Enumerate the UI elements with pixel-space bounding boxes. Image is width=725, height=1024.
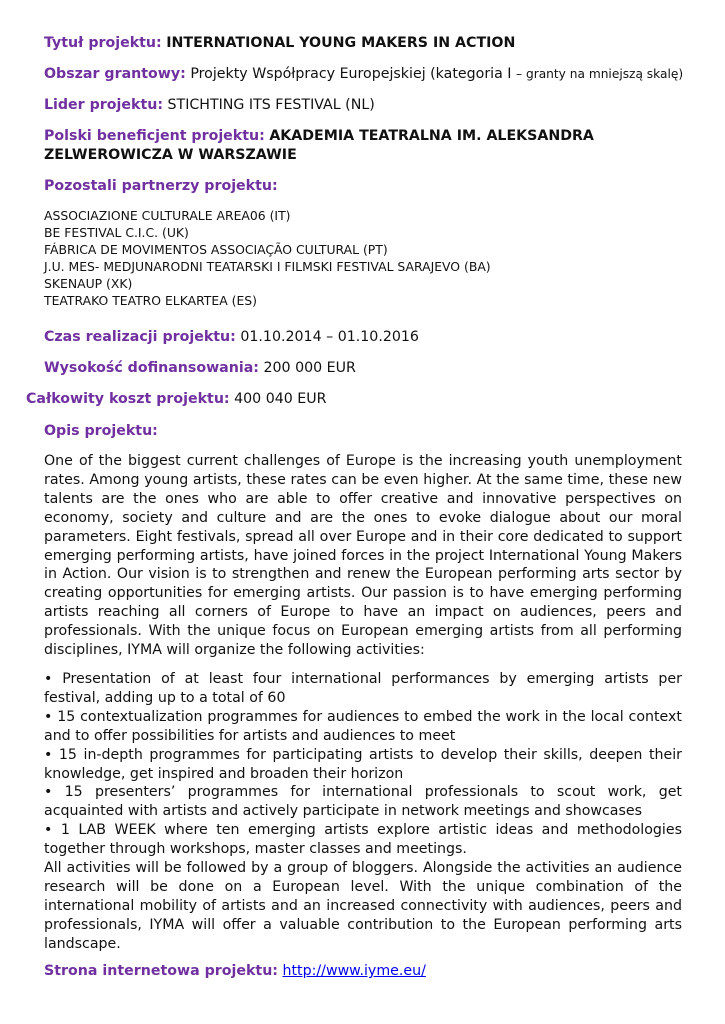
polish-beneficiary-label: Polski beneficjent projektu: — [44, 128, 265, 144]
description-paragraph: All activities will be followed by a group of bloggers. Alongside the activities an audience research will be done on a European level. With the unique combination of the international mobility of artists and an increased connectivity with audiences, peers and professionals, IYMA will offer a valuable contribution to the European performing arts landscape. — [44, 860, 682, 952]
description-body — [44, 452, 682, 954]
partner-item: J.U. MES- MEDJUNARODNI TEATARSKI I FILMSKI FESTIVAL SARAJEVO (BA) — [44, 259, 491, 275]
grant-area-note: – granty na mniejszą skalę) — [516, 67, 684, 81]
project-leader-row — [44, 96, 684, 115]
partner-item: FÁBRICA DE MOVIMENTOS ASSOCIAÇÃO CULTURAL (PT) — [44, 242, 388, 258]
website-link[interactable]: http://www.iyme.eu/ — [282, 963, 426, 979]
partners-label: Pozostali partnerzy projektu: — [44, 178, 278, 194]
grant-area-value: Projekty Współpracy Europejskiej (kategoria I — [190, 66, 512, 82]
duration-label: Czas realizacji projektu: — [44, 329, 236, 345]
website-row — [44, 962, 684, 981]
activity-bullet: • Presentation of at least four international performances by emerging artists per festival, adding up to a total of 60 — [44, 670, 682, 706]
funding-value: 200 000 EUR — [263, 360, 356, 376]
description-heading-row — [44, 422, 684, 441]
project-title-row — [44, 34, 684, 53]
partner-item: TEATRAKO TEATRO ELKARTEA (ES) — [44, 293, 257, 309]
funding-row — [44, 359, 684, 378]
funding-label: Wysokość dofinansowania: — [44, 360, 259, 376]
project-leader-value: STICHTING ITS FESTIVAL (NL) — [167, 97, 375, 113]
activity-bullet: • 15 in-depth programmes for participating artists to develop their skills, deepen their knowledge, get inspired and broaden their horizon — [44, 746, 682, 782]
partner-item: BE FESTIVAL C.I.C. (UK) — [44, 225, 189, 241]
activity-bullet: • 15 contextualization programmes for audiences to embed the work in the local context and to offer possibilities for artists and audiences to meet — [44, 708, 682, 744]
description-paragraph: One of the biggest current challenges of Europe is the increasing youth unemployment rates. Among young artists, these rates can be even higher. At the same time, these new talents are the ones who are able to offer creative and innovative perspectives on economy, society and culture and are the ones to evoke dialogue about our moral parameters. Eight festivals, spread all over Europe and in their core dedicated to support emerging performing artists, have joined forces in the project International Young Makers in Action. Our vision is to strengthen and renew the European performing arts sector by creating opportunities for emerging artists. Our passion is to have emerging performing artists reaching all corners of Europe to have an impact on audiences, peers and professionals. With the unique focus on European emerging artists from all performing disciplines, IYMA will organize the following activities: — [44, 453, 682, 659]
polish-beneficiary-value: AKADEMIA TEATRALNA IM. ALEKSANDRA ZELWEROWICZA W WARSZAWIE — [44, 128, 594, 163]
activity-bullet: • 1 LAB WEEK where ten emerging artists explore artistic ideas and methodologies together through workshops, master classes and meetings. — [44, 822, 682, 858]
grant-area-label: Obszar grantowy: — [44, 66, 186, 82]
partners-heading-row — [44, 177, 684, 196]
total-cost-row — [26, 390, 666, 409]
duration-value: 01.10.2014 – 01.10.2016 — [240, 329, 419, 345]
description-label: Opis projektu: — [44, 423, 158, 439]
activity-bullet: • 15 presenters’ programmes for international professionals to scout work, get acquainted with artists and actively participate in network meetings and showcases — [44, 784, 682, 820]
duration-row — [44, 328, 684, 347]
total-cost-value: 400 040 EUR — [234, 391, 327, 407]
project-title-label: Tytuł projektu: — [44, 35, 162, 51]
total-cost-label: Całkowity koszt projektu: — [26, 391, 230, 407]
partner-item: ASSOCIAZIONE CULTURALE AREA06 (IT) — [44, 208, 291, 223]
partners-list — [44, 207, 491, 310]
partner-item: SKENAUP (XK) — [44, 276, 133, 292]
website-label: Strona internetowa projektu: — [44, 963, 278, 979]
project-title-value: INTERNATIONAL YOUNG MAKERS IN ACTION — [166, 35, 516, 51]
grant-area-row — [44, 65, 684, 84]
polish-beneficiary-row — [44, 127, 604, 165]
project-leader-label: Lider projektu: — [44, 97, 163, 113]
